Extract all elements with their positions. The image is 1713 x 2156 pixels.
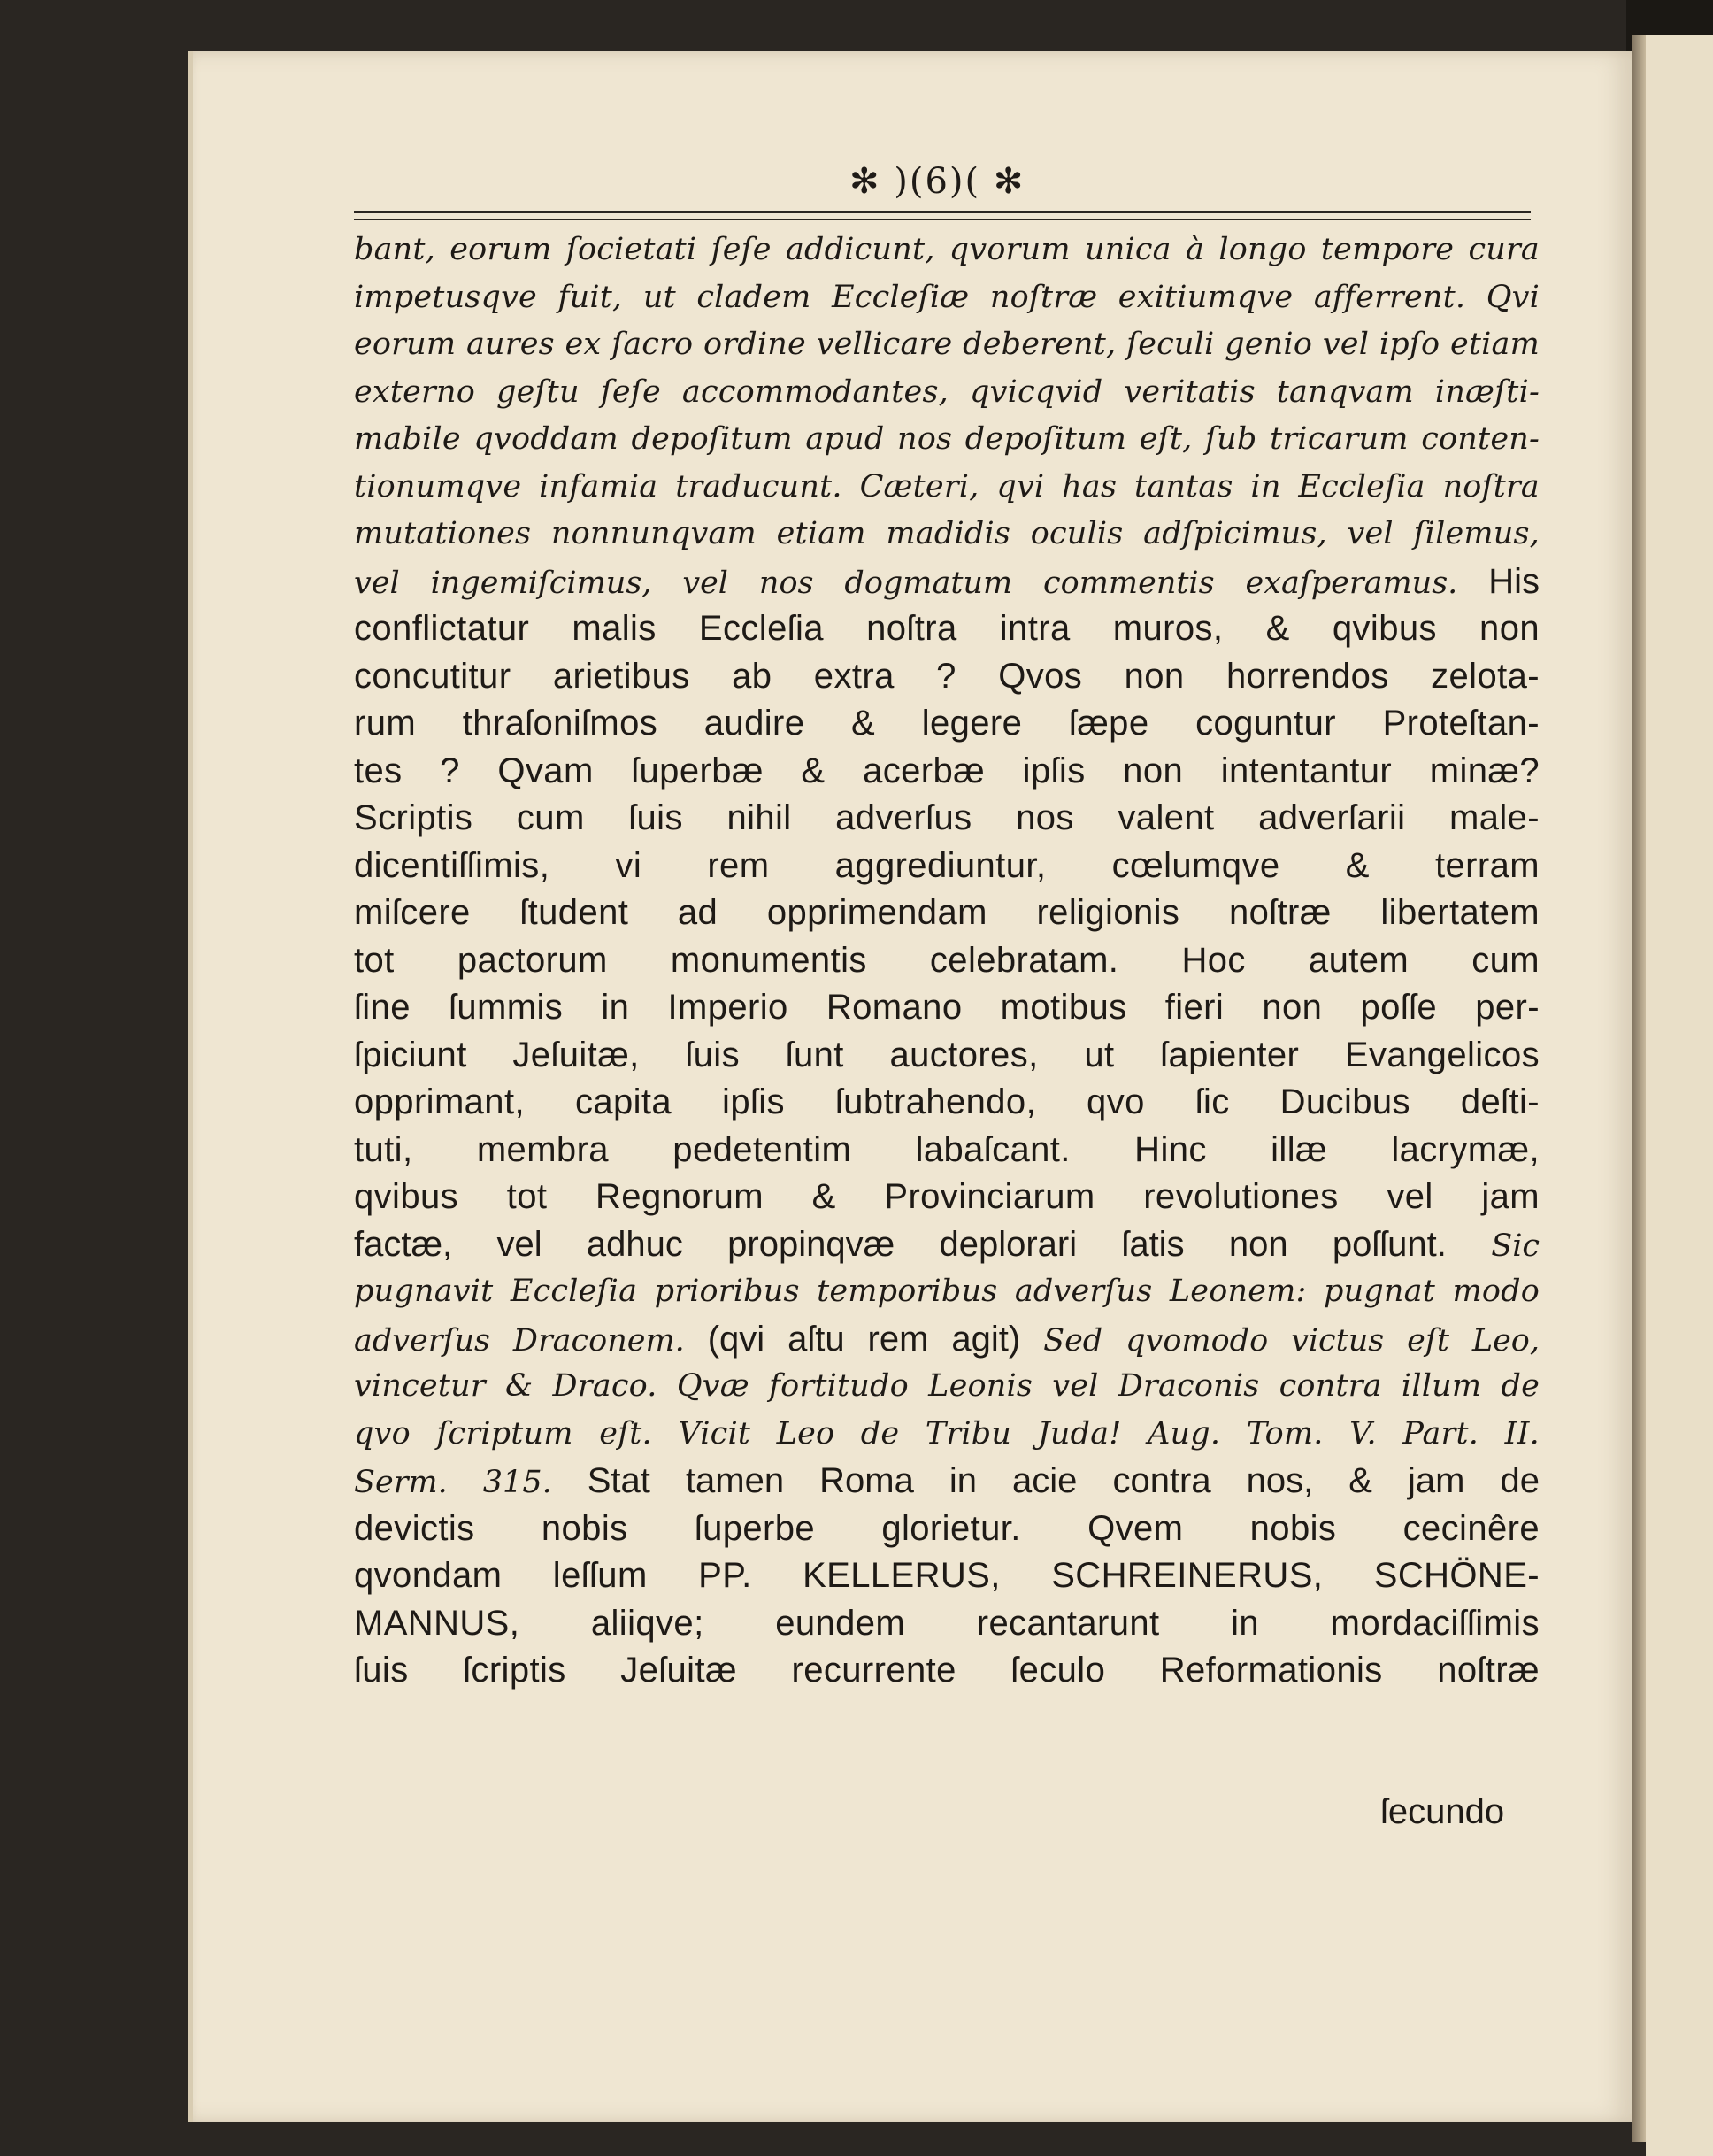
text-line: Scriptis cum ſuis nihil adverſus nos valent adverſarii male- (354, 798, 1540, 837)
header-rule (354, 211, 1531, 220)
text-span: His (1457, 561, 1540, 601)
text-span: Serm. 315. (354, 1465, 552, 1500)
text-span: (qvi aſtu rem agit) (684, 1319, 1044, 1359)
text-line: qvibus tot Regnorum & Provinciarum revolutiones vel jam (354, 1177, 1540, 1216)
text-line: bant, eorum ſocietati ſeſe addicunt, qvorum unica à longo tempore cura (354, 232, 1540, 267)
text-span: vel ingemiſcimus, vel nos dogmatum commentis exaſperamus. (354, 565, 1458, 601)
text-line: opprimant, capita ipſis ſubtrahendo, qvo ſic Ducibus deſti- (354, 1082, 1540, 1121)
text-span: factæ, vel adhuc propinqvæ deplorari ſatis non poſſunt. (354, 1224, 1447, 1264)
text-line: qvo ſcriptum eſt. Vicit Leo de Tribu Juda! Aug. Tom. V. Part. II. (354, 1415, 1540, 1451)
text-line: ſine ſummis in Imperio Romano motibus fieri non poſſe per- (354, 988, 1540, 1027)
text-line (354, 1221, 1540, 1269)
page-edge (188, 51, 193, 2122)
text-span: Sed qvomodo victus eſt Leo, (1043, 1322, 1540, 1359)
text-line: devictis nobis ſuperbe glorietur. Qvem nobis cecinêre (354, 1508, 1540, 1548)
text-line: tionumqve infamia traducunt. Cæteri, qvi has tantas in Eccleſia noſtra (354, 468, 1540, 504)
text-line: ſpiciunt Jeſuitæ, ſuis ſunt auctores, ut ſapienter Evangelicos (354, 1035, 1540, 1074)
text-line: dicentiſſimis, vi rem aggrediuntur, cœlumqve & terram (354, 845, 1540, 885)
text-line (354, 1316, 1540, 1364)
text-line: eorum aures ex ſacro ordine vellicare deberent, ſeculi genio vel ipſo etiam (354, 327, 1540, 362)
page-header (354, 159, 1531, 212)
text-line (354, 1458, 1540, 1505)
text-line: mabile qvoddam depoſitum apud nos depoſitum eſt, ſub tricarum conten- (354, 421, 1540, 457)
text-line: vincetur & Draco. Qvæ fortitudo Leonis vel Draconis contra illum de (354, 1368, 1540, 1404)
text-line: tuti, membra pedetentim labaſcant. Hinc illæ lacrymæ, (354, 1129, 1540, 1169)
catchword: ſecundo (1380, 1792, 1505, 1831)
text-line: ſuis ſcriptis Jeſuitæ recurrente ſeculo Reformationis noſtræ (354, 1651, 1540, 1690)
text-line: tot pactorum monumentis celebratam. Hoc autem cum (354, 940, 1540, 980)
page-body-text (354, 227, 1540, 1695)
facing-page-edge (1646, 35, 1713, 2156)
text-line: concutitur arietibus ab extra ? Qvos non horrendos zelota- (354, 656, 1540, 696)
text-span: Sic (1446, 1228, 1540, 1264)
text-line: pugnavit Eccleſia prioribus temporibus adverſus Leonem: pugnat modo (354, 1274, 1540, 1309)
book-gutter (1632, 35, 1646, 2142)
text-line: tes ? Qvam ſuperbæ & acerbæ ipſis non intentantur minæ? (354, 751, 1540, 790)
text-line: externo geſtu ſeſe accommodantes, qvicqvid veritatis tanqvam inæſti- (354, 373, 1540, 410)
text-line: mutationes nonnunqvam etiam madidis oculis adſpicimus, vel ſilemus, (354, 516, 1540, 551)
text-line: impetusqve fuit, ut cladem Eccleſiæ noſtræ exitiumqve afferrent. Qvi (354, 279, 1540, 315)
text-line: conflictatur malis Eccleſia noſtra intra muros, & qvibus non (354, 609, 1540, 648)
text-line: MANNUS, aliiqve; eundem recantarunt in mordaciſſimis (354, 1603, 1540, 1643)
text-span: adverſus Draconem. (354, 1322, 685, 1359)
text-line: rum thraſoniſmos audire & legere ſæpe coguntur Proteſtan- (354, 704, 1540, 743)
text-line: qvondam leſſum PP. KELLERUS, SCHREINERUS, SCHÖNE- (354, 1556, 1540, 1595)
page-number: ✻ )(6)( ✻ (849, 161, 1025, 202)
text-line: miſcere ſtudent ad opprimendam religionis noſtræ libertatem (354, 893, 1540, 932)
text-line (354, 558, 1540, 606)
text-span: Stat tamen Roma in acie contra nos, & jam de (551, 1461, 1540, 1500)
